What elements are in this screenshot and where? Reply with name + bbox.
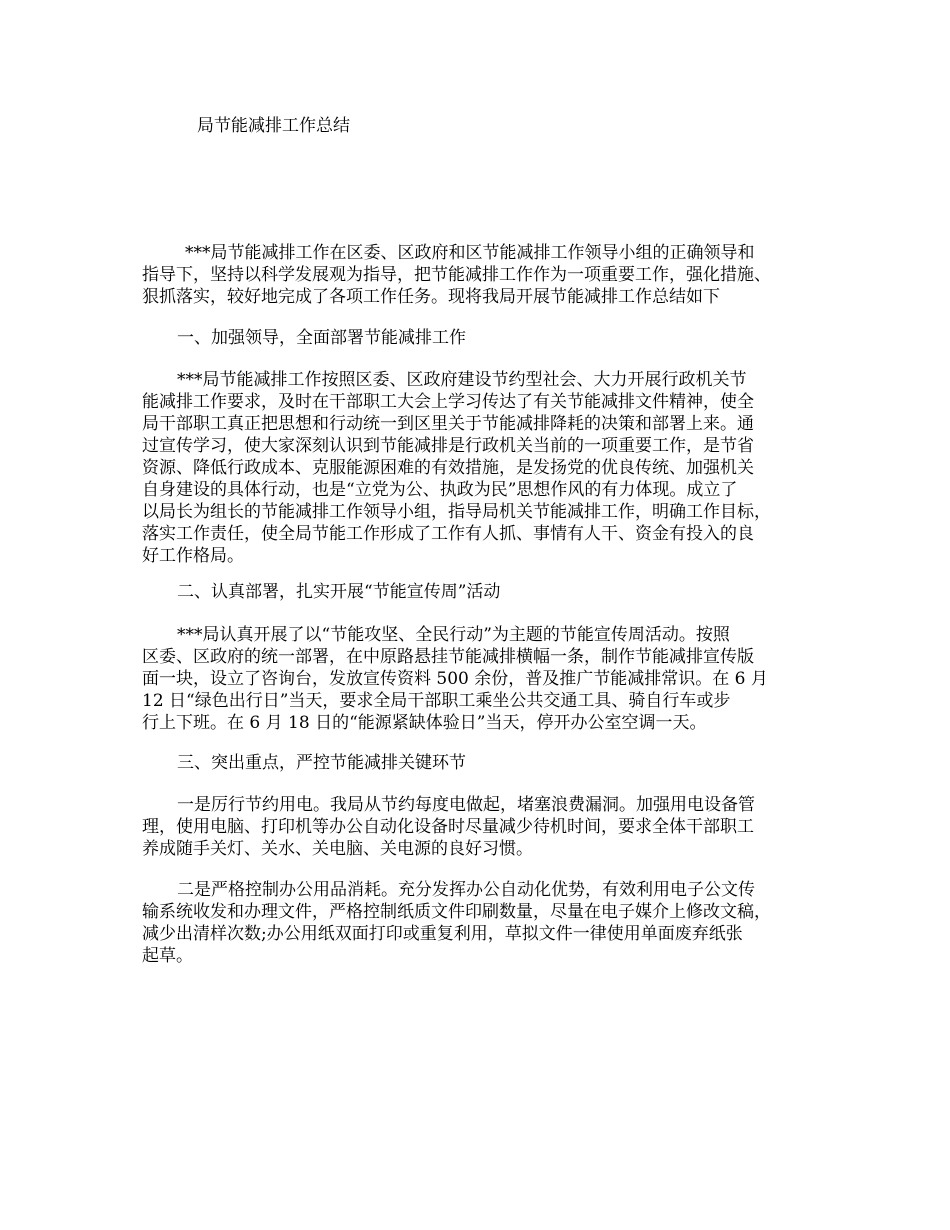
- paragraph-line: 输系统收发和办理文件，严格控制纸质文件印刷数量，尽量在电子媒介上修改文稿，: [142, 902, 771, 922]
- intro-line: 指导下，坚持以科学发展观为指导，把节能减排工作作为一项重要工作，强化措施、: [142, 265, 771, 285]
- paragraph-line: 养成随手关灯、关水、关电脑、关电源的良好习惯。: [142, 839, 533, 859]
- intro-line: 狠抓落实，较好地完成了各项工作任务。现将我局开展节能减排工作总结如下: [142, 287, 720, 307]
- paragraph-line: 面一块，设立了咨询台，发放宣传资料 500 余份，普及推广节能减排常识。在 6 月: [142, 669, 768, 689]
- paragraph-line: 起草。: [142, 946, 193, 966]
- paragraph-line: 能减排工作要求，及时在干部职工大会上学习传达了有关节能减排文件精神，使全: [142, 392, 754, 412]
- paragraph-line: 行上下班。在 6 月 18 日的“能源紧缺体验日”当天，停开办公室空调一天。: [142, 713, 707, 733]
- section-heading-3: 三、突出重点，严控节能减排关键环节: [177, 753, 466, 773]
- section-heading-1: 一、加强领导，全面部署节能减排工作: [177, 328, 466, 348]
- paragraph-line: ***局节能减排工作按照区委、区政府建设节约型社会、大力开展行政机关节: [177, 370, 747, 390]
- section-heading-2: 二、认真部署，扎实开展“节能宣传周”活动: [177, 582, 501, 602]
- paragraph-line: 过宣传学习，使大家深刻认识到节能减排是行政机关当前的一项重要工作，是节省: [142, 436, 754, 456]
- paragraph-line: 12 日“绿色出行日”当天，要求全局干部职工乘坐公共交通工具、骑自行车或步: [142, 691, 731, 711]
- paragraph-line: 以局长为组长的节能减排工作领导小组，指导局机关节能减排工作，明确工作目标，: [142, 502, 771, 522]
- paragraph-line: 资源、降低行政成本、克服能源困难的有效措施，是发扬党的优良传统、加强机关: [142, 458, 754, 478]
- paragraph-line: 二是严格控制办公用品消耗。充分发挥办公自动化优势，有效利用电子公文传: [177, 880, 755, 900]
- paragraph-line: 一是厉行节约用电。我局从节约每度电做起，堵塞浪费漏洞。加强用电设备管: [177, 795, 755, 815]
- paragraph-line: ***局认真开展了以“节能攻坚、全民行动”为主题的节能宣传周活动。按照: [177, 625, 730, 645]
- paragraph-line: 区委、区政府的统一部署，在中原路悬挂节能减排横幅一条，制作节能减排宣传版: [142, 647, 754, 667]
- paragraph-line: 局干部职工真正把思想和行动统一到区里关于节能减排降耗的决策和部署上来。通: [142, 414, 754, 434]
- paragraph-line: 理，使用电脑、打印机等办公自动化设备时尽量减少待机时间，要求全体干部职工: [142, 817, 754, 837]
- paragraph-line: 自身建设的具体行动，也是“立党为公、执政为民”思想作风的有力体现。成立了: [142, 480, 738, 500]
- paragraph-line: 好工作格局。: [142, 546, 244, 566]
- paragraph-line: 减少出清样次数;办公用纸双面打印或重复利用，草拟文件一律使用单面废弃纸张: [142, 924, 743, 944]
- intro-line: ***局节能减排工作在区委、区政府和区节能减排工作领导小组的正确领导和: [185, 243, 755, 263]
- document-title: 局节能减排工作总结: [197, 116, 350, 136]
- paragraph-line: 落实工作责任，使全局节能工作形成了工作有人抓、事情有人干、资金有投入的良: [142, 524, 754, 544]
